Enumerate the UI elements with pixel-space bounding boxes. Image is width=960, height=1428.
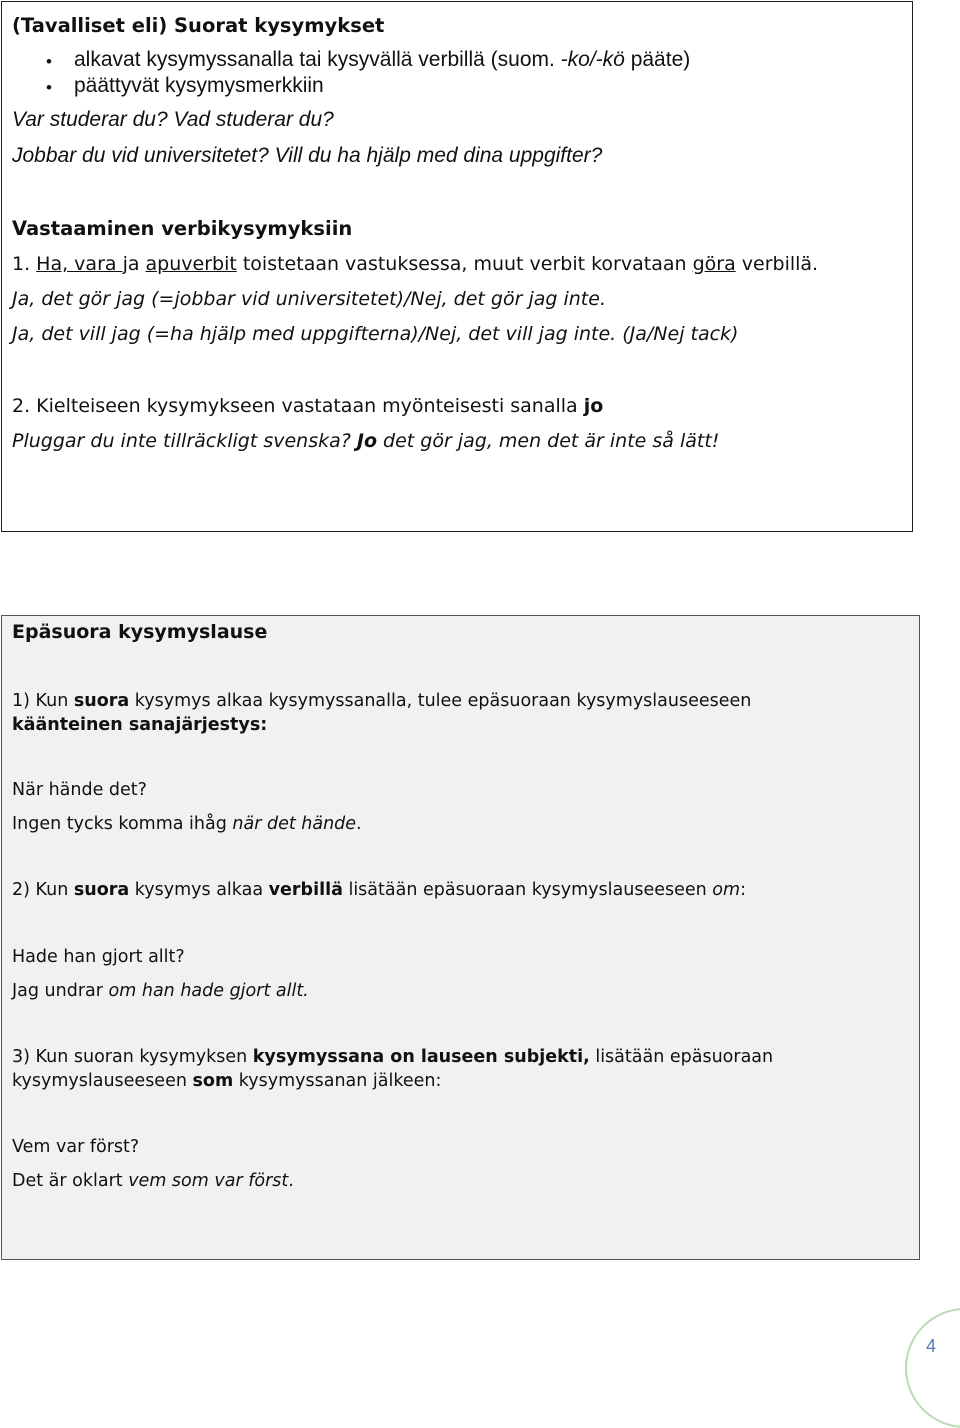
example-line: Vem var först? bbox=[12, 1137, 140, 1157]
example-line: Det är oklart vem som var först. bbox=[12, 1171, 294, 1191]
bullet-icon: • bbox=[46, 78, 52, 97]
rule-paragraph: kysymyslauseeseen som kysymyssanan jälkeen: bbox=[12, 1071, 442, 1091]
bullet-item-1: alkavat kysymyssanalla tai kysyvällä verbillä (suom. -ko/-kö pääte) bbox=[74, 48, 691, 71]
example-line: Var studerar du? Vad studerar du? bbox=[12, 108, 334, 131]
example-line: När hände det? bbox=[12, 780, 147, 800]
rule-paragraph: käänteinen sanajärjestys: bbox=[12, 715, 268, 735]
example-line: Ingen tycks komma ihåg när det hände. bbox=[12, 814, 362, 834]
page-number-decoration bbox=[905, 1308, 960, 1428]
example-line: Hade han gjort allt? bbox=[12, 947, 185, 967]
example-line: Jag undrar om han hade gjort allt. bbox=[12, 981, 309, 1001]
example-line: Pluggar du inte tillräckligt svenska? Jo det gör jag, men det är inte så lätt! bbox=[12, 430, 720, 452]
rule-paragraph: 2) Kun suora kysymys alkaa verbillä lisätään epäsuoraan kysymyslauseeseen om: bbox=[12, 880, 746, 900]
rule-2: 2. Kielteiseen kysymykseen vastataan myönteisesti sanalla jo bbox=[12, 395, 604, 417]
rule-paragraph: 1) Kun suora kysymys alkaa kysymyssanalla, tulee epäsuoraan kysymyslauseeseen bbox=[12, 691, 752, 711]
example-line: Jobbar du vid universitetet? Vill du ha hjälp med dina uppgifter? bbox=[12, 144, 603, 167]
answer-line: Ja, det gör jag (=jobbar vid universitetet)/Nej, det gör jag inte. bbox=[12, 288, 606, 310]
direct-questions-box bbox=[1, 1, 913, 532]
bullet-icon: • bbox=[46, 52, 52, 71]
rule-1: 1. Ha, vara ja apuverbit toistetaan vastuksessa, muut verbit korvataan göra verbillä. bbox=[12, 253, 819, 275]
section-title: Epäsuora kysymyslause bbox=[12, 621, 268, 643]
rule-paragraph: 3) Kun suoran kysymyksen kysymyssana on lauseen subjekti, lisätään epäsuoraan bbox=[12, 1047, 774, 1067]
subheading: Vastaaminen verbikysymyksiin bbox=[12, 217, 353, 240]
answer-line: Ja, det vill jag (=ha hjälp med uppgifterna)/Nej, det vill jag inte. (Ja/Nej tack) bbox=[12, 323, 739, 345]
indirect-questions-box bbox=[1, 615, 920, 1260]
section-title: (Tavalliset eli) Suorat kysymykset bbox=[12, 14, 385, 37]
bullet-item-2: päättyvät kysymysmerkkiin bbox=[74, 74, 324, 97]
page-number: 4 bbox=[926, 1336, 937, 1356]
